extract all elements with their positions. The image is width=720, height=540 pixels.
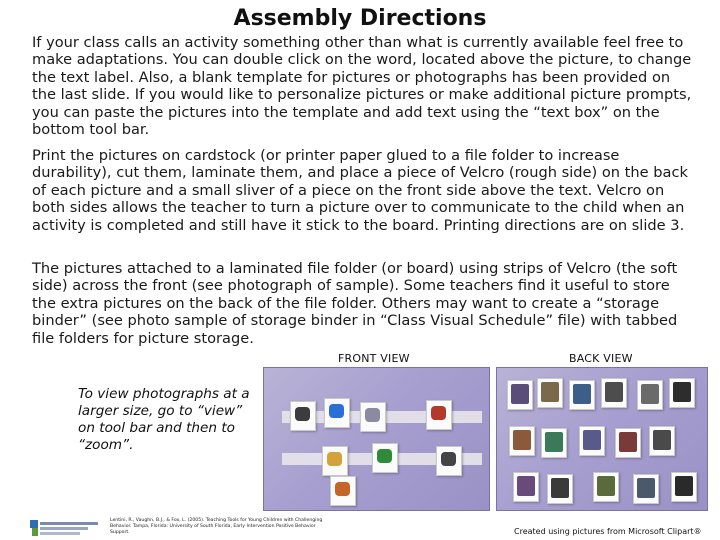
picture-card [513, 472, 539, 502]
picture-card [547, 474, 573, 504]
organization-logo [30, 516, 102, 538]
picture-card [372, 443, 398, 473]
picture-card [593, 472, 619, 502]
picture-card [537, 378, 563, 408]
picture-card [507, 380, 533, 410]
picture-card [324, 398, 350, 428]
picture-card [569, 380, 595, 410]
front-view-label: FRONT VIEW [338, 352, 410, 365]
zoom-instructions-note: To view photographs at a larger size, go to “view” on tool bar and then to “zoom”. [62, 382, 262, 460]
picture-card [669, 378, 695, 408]
picture-card [330, 476, 356, 506]
citation-text: Lentini, R., Vaughn, B.J., & Fox, L. (2005). Teaching Tools for Young Children with Challenging Behavior. Tampa, Florida: University of South Florida, Early Intervention Positive Behavior Support. [110, 518, 323, 536]
picture-card [579, 426, 605, 456]
picture-card [509, 426, 535, 456]
paragraph-printing: Print the pictures on cardstock (or printer paper glued to a file folder to increase durability), cut them, laminate them, and place a piece of Velcro (rough side) on the back of each picture and a small sliver of a piece on the front side above the text. Velcro on both sides allows the teacher to turn a picture over to communicate to the child when an activity is completed and still have it stick to the board. Printing directions are on slide 3. [32, 147, 688, 234]
picture-card [633, 474, 659, 504]
paragraph-storage: The pictures attached to a laminated file folder (or board) using strips of Velcro (the soft side) across the front (see photograph of sample). Some teachers find it useful to store the extra pictures on the back of the file folder. Others may want to create a “storage binder” (see photo sample of storage binder in “Class Visual Schedule” file) with tabbed file folders for picture storage. [32, 260, 678, 347]
picture-card [322, 446, 348, 476]
clipart-credit: Created using pictures from Microsoft Clipart® [514, 527, 702, 536]
picture-card [360, 402, 386, 432]
back-view-label: BACK VIEW [569, 352, 633, 365]
picture-card [671, 472, 697, 502]
picture-card [436, 446, 462, 476]
picture-card [649, 426, 675, 456]
picture-card [637, 380, 663, 410]
picture-card [615, 428, 641, 458]
front-view-photo [263, 367, 490, 511]
picture-card [426, 400, 452, 430]
paragraph-adaptations: If your class calls an activity something other than what is currently available feel free to make adaptations. You can double click on the word, located above the picture, to change the text label. Also, a blank template for pictures or photographs has been provided on the last slide. If you would like to personalize pictures or make additional picture prompts, you can paste the pictures into the template and add text using the “text box” on the bottom tool bar. [32, 34, 692, 139]
back-view-photo [496, 367, 708, 511]
picture-card [290, 401, 316, 431]
page-title: Assembly Directions [233, 6, 487, 31]
picture-card [541, 428, 567, 458]
picture-card [601, 378, 627, 408]
